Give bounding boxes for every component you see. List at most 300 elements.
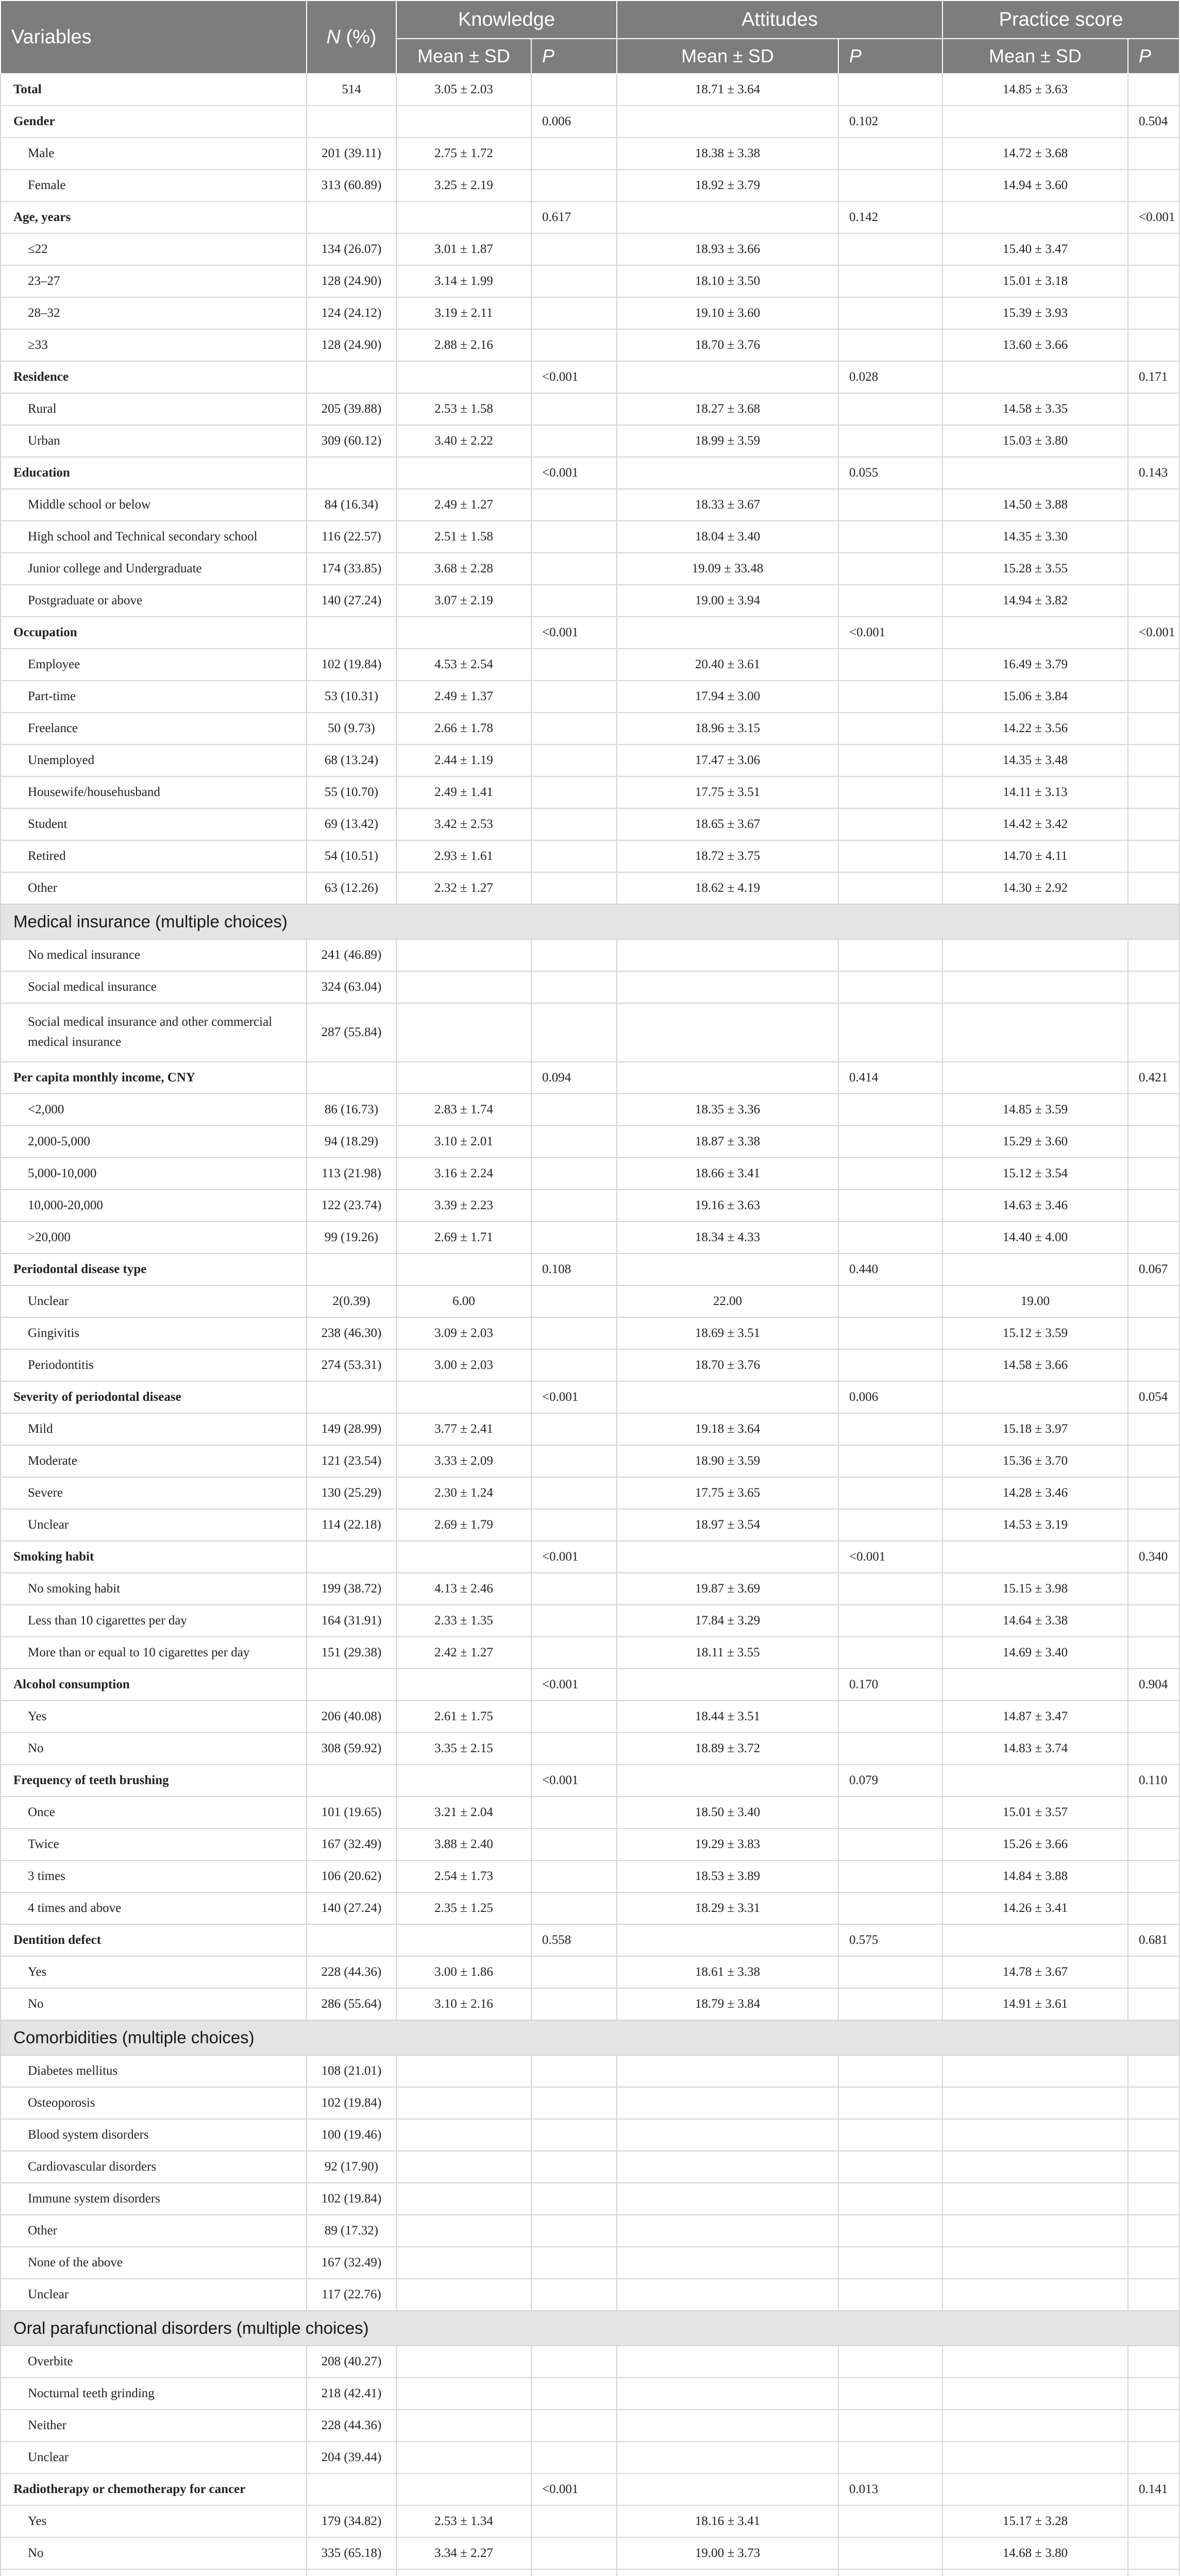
cell-practice-p: [1128, 2151, 1179, 2183]
variable-label: No: [1, 1988, 307, 2020]
cell-knowledge-mean-sd: 2.75 ± 1.72: [396, 138, 531, 170]
cell-knowledge-p: [531, 1413, 617, 1445]
cell-attitudes-p: [838, 1003, 942, 1062]
header-variables: Variables: [1, 1, 307, 74]
cell-attitudes-mean-sd: [617, 2410, 838, 2442]
cell-knowledge-p: 0.006: [531, 106, 617, 138]
cell-knowledge-mean-sd: [396, 1669, 531, 1701]
cell-knowledge-p: [531, 1860, 617, 1892]
cell-attitudes-p: [838, 1733, 942, 1765]
cell-attitudes-mean-sd: [617, 1381, 838, 1413]
cell-practice-mean-sd: [942, 361, 1128, 393]
cell-attitudes-mean-sd: [617, 2087, 838, 2119]
cell-knowledge-p: [531, 2247, 617, 2279]
cell-attitudes-mean-sd: [617, 1253, 838, 1285]
table-row: [1, 2087, 1179, 2119]
cell-practice-p: [1128, 1733, 1179, 1765]
cell-attitudes-mean-sd: 19.09 ± 33.48: [617, 553, 838, 585]
cell-knowledge-mean-sd: 3.25 ± 2.19: [396, 170, 531, 201]
cell-knowledge-mean-sd: 3.05 ± 2.03: [396, 74, 531, 106]
table-row: [1, 1956, 1179, 1988]
cell-attitudes-mean-sd: 18.65 ± 3.67: [617, 808, 838, 840]
cell-practice-p: [1128, 1828, 1179, 1860]
cell-practice-p: [1128, 939, 1179, 971]
cell-practice-mean-sd: [942, 2215, 1128, 2247]
cell-practice-mean-sd: [942, 1669, 1128, 1701]
cell-practice-p: [1128, 1222, 1179, 1253]
variable-label: 3 times: [1, 1860, 307, 1892]
cell-knowledge-mean-sd: 2.35 ± 1.25: [396, 1892, 531, 1924]
table-row: [1, 840, 1179, 872]
cell-attitudes-mean-sd: [617, 1765, 838, 1797]
cell-practice-p: [1128, 1445, 1179, 1477]
cell-n-percent: 228 (44.36): [307, 2410, 396, 2442]
cell-attitudes-mean-sd: 18.34 ± 4.33: [617, 1222, 838, 1253]
cell-knowledge-mean-sd: [396, 2087, 531, 2119]
cell-knowledge-p: [531, 138, 617, 170]
cell-n-percent: 50 (9.73): [307, 713, 396, 744]
cell-knowledge-mean-sd: 3.19 ± 2.11: [396, 297, 531, 329]
cell-knowledge-p: [531, 1477, 617, 1509]
cell-knowledge-p: [531, 649, 617, 681]
cell-attitudes-p: 0.102: [838, 106, 942, 138]
cell-attitudes-mean-sd: [617, 457, 838, 489]
cell-attitudes-mean-sd: 19.16 ± 3.63: [617, 1190, 838, 1222]
cell-knowledge-p: 0.108: [531, 1253, 617, 1285]
category-label: Education: [1, 457, 307, 489]
cell-attitudes-mean-sd: 18.89 ± 3.72: [617, 1733, 838, 1765]
cell-practice-p: 0.421: [1128, 1062, 1179, 1094]
cell-attitudes-mean-sd: 19.00 ± 3.94: [617, 585, 838, 617]
cell-practice-mean-sd: 14.22 ± 3.56: [942, 713, 1128, 744]
variable-label: Social medical insurance and other commercial medical insurance: [1, 1003, 307, 1062]
cell-practice-mean-sd: 14.26 ± 3.41: [942, 1892, 1128, 1924]
cell-practice-mean-sd: 14.84 ± 3.88: [942, 1860, 1128, 1892]
cell-knowledge-mean-sd: 3.88 ± 2.40: [396, 1828, 531, 1860]
cell-practice-mean-sd: 15.01 ± 3.18: [942, 265, 1128, 297]
cell-practice-p: [1128, 1701, 1179, 1733]
cell-practice-p: [1128, 2279, 1179, 2311]
cell-attitudes-p: [838, 681, 942, 713]
cell-knowledge-mean-sd: [396, 2569, 531, 2576]
cell-practice-mean-sd: 16.49 ± 3.79: [942, 649, 1128, 681]
cell-practice-mean-sd: [942, 2119, 1128, 2151]
cell-knowledge-p: <0.001: [531, 617, 617, 649]
cell-n-percent: 63 (12.26): [307, 872, 396, 904]
cell-attitudes-mean-sd: 18.66 ± 3.41: [617, 1158, 838, 1190]
variable-label: Housewife/househusband: [1, 776, 307, 808]
cell-n-percent: 309 (60.12): [307, 425, 396, 457]
table-row: [1, 1413, 1179, 1445]
variable-label: Mild: [1, 1413, 307, 1445]
category-label: Residence: [1, 361, 307, 393]
cell-knowledge-mean-sd: 2.33 ± 1.35: [396, 1605, 531, 1637]
cell-practice-p: [1128, 1605, 1179, 1637]
category-label: Severity of periodontal disease: [1, 1381, 307, 1413]
cell-n-percent: 86 (16.73): [307, 1094, 396, 1126]
cell-attitudes-mean-sd: 18.93 ± 3.66: [617, 233, 838, 265]
cell-attitudes-p: [838, 2505, 942, 2537]
category-label: [1, 2569, 307, 2576]
cell-knowledge-p: [531, 265, 617, 297]
table-row: [1, 1285, 1179, 1317]
cell-attitudes-mean-sd: [617, 2215, 838, 2247]
category-row: [1, 201, 1179, 233]
cell-attitudes-p: <0.001: [838, 1541, 942, 1573]
cell-practice-mean-sd: [942, 939, 1128, 971]
table-row: [1, 1701, 1179, 1733]
cell-attitudes-p: [838, 2410, 942, 2442]
category-label: Total: [1, 74, 307, 106]
cell-practice-p: [1128, 2346, 1179, 2378]
cell-n-percent: 100 (19.46): [307, 2119, 396, 2151]
cell-n-percent: [307, 457, 396, 489]
cell-attitudes-p: 0.006: [838, 1381, 942, 1413]
cell-practice-mean-sd: 15.28 ± 3.55: [942, 553, 1128, 585]
table-row: [1, 1349, 1179, 1381]
cell-attitudes-p: [838, 1605, 942, 1637]
table-row: [1, 1445, 1179, 1477]
cell-knowledge-mean-sd: [396, 457, 531, 489]
table-row: [1, 1828, 1179, 1860]
cell-knowledge-p: [531, 713, 617, 744]
section-header-row: [1, 2311, 1179, 2346]
cell-practice-mean-sd: [942, 2279, 1128, 2311]
cell-practice-mean-sd: 15.36 ± 3.70: [942, 1445, 1128, 1477]
cell-attitudes-mean-sd: 18.29 ± 3.31: [617, 1892, 838, 1924]
cell-attitudes-p: [838, 585, 942, 617]
cell-knowledge-p: [531, 1956, 617, 1988]
cell-knowledge-mean-sd: 2.42 ± 1.27: [396, 1637, 531, 1669]
variable-label: Neither: [1, 2410, 307, 2442]
cell-n-percent: 164 (31.91): [307, 1605, 396, 1637]
cell-practice-mean-sd: [942, 1003, 1128, 1062]
cell-attitudes-p: [838, 393, 942, 425]
variable-label: Gingivitis: [1, 1317, 307, 1349]
cell-attitudes-p: [838, 170, 942, 201]
cell-n-percent: 117 (22.76): [307, 2279, 396, 2311]
cell-knowledge-p: [531, 425, 617, 457]
cell-knowledge-mean-sd: [396, 2119, 531, 2151]
cell-knowledge-p: [531, 2378, 617, 2410]
cell-attitudes-mean-sd: [617, 2442, 838, 2473]
cell-practice-p: [1128, 681, 1179, 713]
variable-label: Unclear: [1, 2279, 307, 2311]
cell-knowledge-mean-sd: 3.14 ± 1.99: [396, 265, 531, 297]
cell-practice-mean-sd: 14.63 ± 3.46: [942, 1190, 1128, 1222]
cell-attitudes-p: [838, 1445, 942, 1477]
cell-attitudes-mean-sd: 19.29 ± 3.83: [617, 1828, 838, 1860]
cell-n-percent: 140 (27.24): [307, 1892, 396, 1924]
cell-attitudes-mean-sd: 18.70 ± 3.76: [617, 329, 838, 361]
cell-practice-p: [1128, 1637, 1179, 1669]
cell-n-percent: 68 (13.24): [307, 744, 396, 776]
cell-n-percent: [307, 1669, 396, 1701]
cell-n-percent: 179 (34.82): [307, 2505, 396, 2537]
cell-n-percent: 208 (40.27): [307, 2346, 396, 2378]
category-row: [1, 1924, 1179, 1956]
cell-n-percent: 122 (23.74): [307, 1190, 396, 1222]
cell-practice-p: [1128, 1477, 1179, 1509]
cell-attitudes-p: [838, 2537, 942, 2569]
category-row: [1, 1062, 1179, 1094]
cell-knowledge-p: [531, 1126, 617, 1158]
cell-knowledge-p: [531, 2346, 617, 2378]
cell-attitudes-mean-sd: 18.38 ± 3.38: [617, 138, 838, 170]
category-label: Radiotherapy or chemotherapy for cancer: [1, 2473, 307, 2505]
cell-n-percent: 94 (18.29): [307, 1126, 396, 1158]
variable-label: Male: [1, 138, 307, 170]
cell-knowledge-mean-sd: 2.44 ± 1.19: [396, 744, 531, 776]
variable-label: Retired: [1, 840, 307, 872]
cell-attitudes-mean-sd: 18.87 ± 3.38: [617, 1126, 838, 1158]
cell-practice-p: [1128, 170, 1179, 201]
cell-knowledge-mean-sd: [396, 2279, 531, 2311]
cell-practice-mean-sd: 15.18 ± 3.97: [942, 1413, 1128, 1445]
cell-knowledge-p: 0.617: [531, 201, 617, 233]
table-header: [1, 1, 1179, 74]
cell-attitudes-p: [838, 233, 942, 265]
cell-n-percent: 124 (24.12): [307, 297, 396, 329]
variable-label: Other: [1, 2215, 307, 2247]
cell-attitudes-mean-sd: [617, 1541, 838, 1573]
cell-knowledge-p: <0.001: [531, 2473, 617, 2505]
table-row: [1, 2151, 1179, 2183]
cell-knowledge-p: <0.001: [531, 1669, 617, 1701]
cell-practice-p: 0.067: [1128, 1253, 1179, 1285]
cell-knowledge-mean-sd: [396, 2378, 531, 2410]
cell-knowledge-p: [531, 2215, 617, 2247]
table-row: [1, 1605, 1179, 1637]
cell-attitudes-p: [838, 2055, 942, 2087]
cell-knowledge-p: [531, 1701, 617, 1733]
cell-knowledge-p: [531, 1317, 617, 1349]
category-label: Periodontal disease type: [1, 1253, 307, 1285]
cell-knowledge-mean-sd: 2.93 ± 1.61: [396, 840, 531, 872]
cell-knowledge-p: [531, 74, 617, 106]
cell-attitudes-p: [838, 872, 942, 904]
cell-practice-p: [1128, 840, 1179, 872]
category-label: Smoking habit: [1, 1541, 307, 1573]
cell-attitudes-mean-sd: [617, 2473, 838, 2505]
variable-label: ≤22: [1, 233, 307, 265]
variable-label: Unclear: [1, 2442, 307, 2473]
cell-knowledge-mean-sd: [396, 361, 531, 393]
cell-practice-p: [1128, 649, 1179, 681]
cell-practice-p: 0.504: [1128, 106, 1179, 138]
cell-attitudes-p: [838, 2279, 942, 2311]
header-attitudes-mean-sd: Mean ± SD: [617, 39, 838, 74]
variable-label: Yes: [1, 1956, 307, 1988]
cell-attitudes-p: [838, 297, 942, 329]
variable-label: Freelance: [1, 713, 307, 744]
cell-knowledge-p: <0.001: [531, 361, 617, 393]
cell-knowledge-p: <0.001: [531, 457, 617, 489]
cell-attitudes-p: [838, 2346, 942, 2378]
cell-attitudes-mean-sd: 18.11 ± 3.55: [617, 1637, 838, 1669]
cell-practice-p: [1128, 1094, 1179, 1126]
cell-practice-mean-sd: 14.87 ± 3.47: [942, 1701, 1128, 1733]
table-row: [1, 1797, 1179, 1828]
variable-label: Female: [1, 170, 307, 201]
cell-knowledge-p: [531, 1094, 617, 1126]
section-header-row: [1, 2020, 1179, 2055]
cell-knowledge-mean-sd: 2.51 ± 1.58: [396, 521, 531, 553]
variable-label: Moderate: [1, 1445, 307, 1477]
variable-label: Postgraduate or above: [1, 585, 307, 617]
cell-attitudes-p: [838, 744, 942, 776]
variable-label: Once: [1, 1797, 307, 1828]
table-row: [1, 1988, 1179, 2020]
section-header-label: Medical insurance (multiple choices): [1, 904, 1179, 939]
cell-attitudes-p: [838, 2087, 942, 2119]
cell-practice-mean-sd: 14.30 ± 2.92: [942, 872, 1128, 904]
cell-practice-p: [1128, 2442, 1179, 2473]
cell-knowledge-mean-sd: [396, 1253, 531, 1285]
cell-attitudes-mean-sd: [617, 2378, 838, 2410]
cell-attitudes-p: [838, 649, 942, 681]
cell-attitudes-mean-sd: 18.70 ± 3.76: [617, 1349, 838, 1381]
cell-attitudes-p: [838, 138, 942, 170]
cell-knowledge-p: [531, 489, 617, 521]
cell-practice-p: [1128, 2537, 1179, 2569]
cell-knowledge-mean-sd: [396, 2151, 531, 2183]
cell-knowledge-p: <0.001: [531, 1381, 617, 1413]
table-row: [1, 1509, 1179, 1541]
table-row: [1, 1094, 1179, 1126]
cell-practice-p: [1128, 1003, 1179, 1062]
cell-n-percent: 69 (13.42): [307, 808, 396, 840]
cell-knowledge-p: [531, 1509, 617, 1541]
cell-n-percent: [307, 2569, 396, 2576]
cell-knowledge-mean-sd: 2.54 ± 1.73: [396, 1860, 531, 1892]
cell-attitudes-p: [838, 808, 942, 840]
cell-knowledge-mean-sd: 3.42 ± 2.53: [396, 808, 531, 840]
cell-knowledge-p: [531, 585, 617, 617]
category-label: Dentition defect: [1, 1924, 307, 1956]
cell-practice-p: [1128, 393, 1179, 425]
variable-label: Unclear: [1, 1509, 307, 1541]
cell-attitudes-p: 0.440: [838, 1253, 942, 1285]
cell-practice-mean-sd: 15.17 ± 3.28: [942, 2505, 1128, 2537]
cell-n-percent: 130 (25.29): [307, 1477, 396, 1509]
cell-practice-p: [1128, 74, 1179, 106]
cell-knowledge-mean-sd: 2.49 ± 1.37: [396, 681, 531, 713]
category-row: [1, 1765, 1179, 1797]
table-row: [1, 2055, 1179, 2087]
header-practice: Practice score: [942, 1, 1179, 39]
table-row: [1, 2247, 1179, 2279]
cell-knowledge-p: [531, 2569, 617, 2576]
cell-knowledge-p: [531, 2055, 617, 2087]
cell-n-percent: 89 (17.32): [307, 2215, 396, 2247]
cell-n-percent: 201 (39.11): [307, 138, 396, 170]
category-row: [1, 617, 1179, 649]
variable-label: Student: [1, 808, 307, 840]
cell-attitudes-mean-sd: [617, 1924, 838, 1956]
table-row: [1, 2537, 1179, 2569]
cell-knowledge-mean-sd: 3.10 ± 2.01: [396, 1126, 531, 1158]
cell-attitudes-p: 0.142: [838, 201, 942, 233]
cell-practice-p: [1128, 808, 1179, 840]
cell-knowledge-p: [531, 1797, 617, 1828]
cell-knowledge-mean-sd: 3.40 ± 2.22: [396, 425, 531, 457]
cell-attitudes-mean-sd: 18.71 ± 3.64: [617, 74, 838, 106]
cell-n-percent: 102 (19.84): [307, 2183, 396, 2215]
table-row: [1, 1892, 1179, 1924]
cell-knowledge-p: [531, 2442, 617, 2473]
cell-attitudes-mean-sd: 18.92 ± 3.79: [617, 170, 838, 201]
cell-knowledge-mean-sd: [396, 201, 531, 233]
cell-n-percent: [307, 106, 396, 138]
cell-attitudes-mean-sd: 18.04 ± 3.40: [617, 521, 838, 553]
cell-practice-mean-sd: 15.40 ± 3.47: [942, 233, 1128, 265]
cell-practice-p: [1128, 2055, 1179, 2087]
cell-practice-p: 0.904: [1128, 1669, 1179, 1701]
variable-label: Diabetes mellitus: [1, 2055, 307, 2087]
cell-knowledge-mean-sd: 4.53 ± 2.54: [396, 649, 531, 681]
cell-practice-p: [1128, 425, 1179, 457]
cell-practice-mean-sd: 14.28 ± 3.46: [942, 1477, 1128, 1509]
cell-n-percent: 106 (20.62): [307, 1860, 396, 1892]
cell-knowledge-p: [531, 1285, 617, 1317]
cell-knowledge-p: [531, 1605, 617, 1637]
cell-practice-p: [1128, 297, 1179, 329]
cell-n-percent: [307, 1924, 396, 1956]
cell-practice-mean-sd: 14.11 ± 3.13: [942, 776, 1128, 808]
table-row: [1, 489, 1179, 521]
header-practice-mean-sd: Mean ± SD: [942, 39, 1128, 74]
cell-knowledge-mean-sd: 3.10 ± 2.16: [396, 1988, 531, 2020]
cell-n-percent: 313 (60.89): [307, 170, 396, 201]
cell-attitudes-mean-sd: 18.10 ± 3.50: [617, 265, 838, 297]
category-row: [1, 1253, 1179, 1285]
cell-n-percent: [307, 2473, 396, 2505]
cell-n-percent: 102 (19.84): [307, 2087, 396, 2119]
cell-attitudes-p: [838, 939, 942, 971]
cell-practice-mean-sd: [942, 2410, 1128, 2442]
cell-practice-p: 0.340: [1128, 1541, 1179, 1573]
cell-practice-mean-sd: 14.35 ± 3.48: [942, 744, 1128, 776]
cell-n-percent: 99 (19.26): [307, 1222, 396, 1253]
table-row: [1, 1126, 1179, 1158]
cell-attitudes-mean-sd: 18.62 ± 4.19: [617, 872, 838, 904]
header-attitudes-p: P: [838, 39, 942, 74]
cell-n-percent: 2(0.39): [307, 1285, 396, 1317]
variable-label: 5,000-10,000: [1, 1158, 307, 1190]
cell-attitudes-p: [838, 553, 942, 585]
cell-practice-p: [1128, 1317, 1179, 1349]
cell-n-percent: [307, 361, 396, 393]
cell-knowledge-p: [531, 1637, 617, 1669]
cell-practice-p: [1128, 713, 1179, 744]
table-row: [1, 649, 1179, 681]
cell-practice-p: [1128, 776, 1179, 808]
cell-knowledge-p: [531, 2505, 617, 2537]
cell-practice-p: 0.110: [1128, 1765, 1179, 1797]
cell-practice-p: [1128, 1190, 1179, 1222]
category-label: Alcohol consumption: [1, 1669, 307, 1701]
cell-attitudes-p: 0.028: [838, 361, 942, 393]
header-attitudes: Attitudes: [617, 1, 942, 39]
cell-practice-p: 0.143: [1128, 457, 1179, 489]
category-row: [1, 1669, 1179, 1701]
cell-practice-mean-sd: 14.78 ± 3.67: [942, 1956, 1128, 1988]
cell-practice-mean-sd: 15.06 ± 3.84: [942, 681, 1128, 713]
cell-practice-mean-sd: [942, 1062, 1128, 1094]
cell-knowledge-p: [531, 329, 617, 361]
cell-n-percent: 92 (17.90): [307, 2151, 396, 2183]
